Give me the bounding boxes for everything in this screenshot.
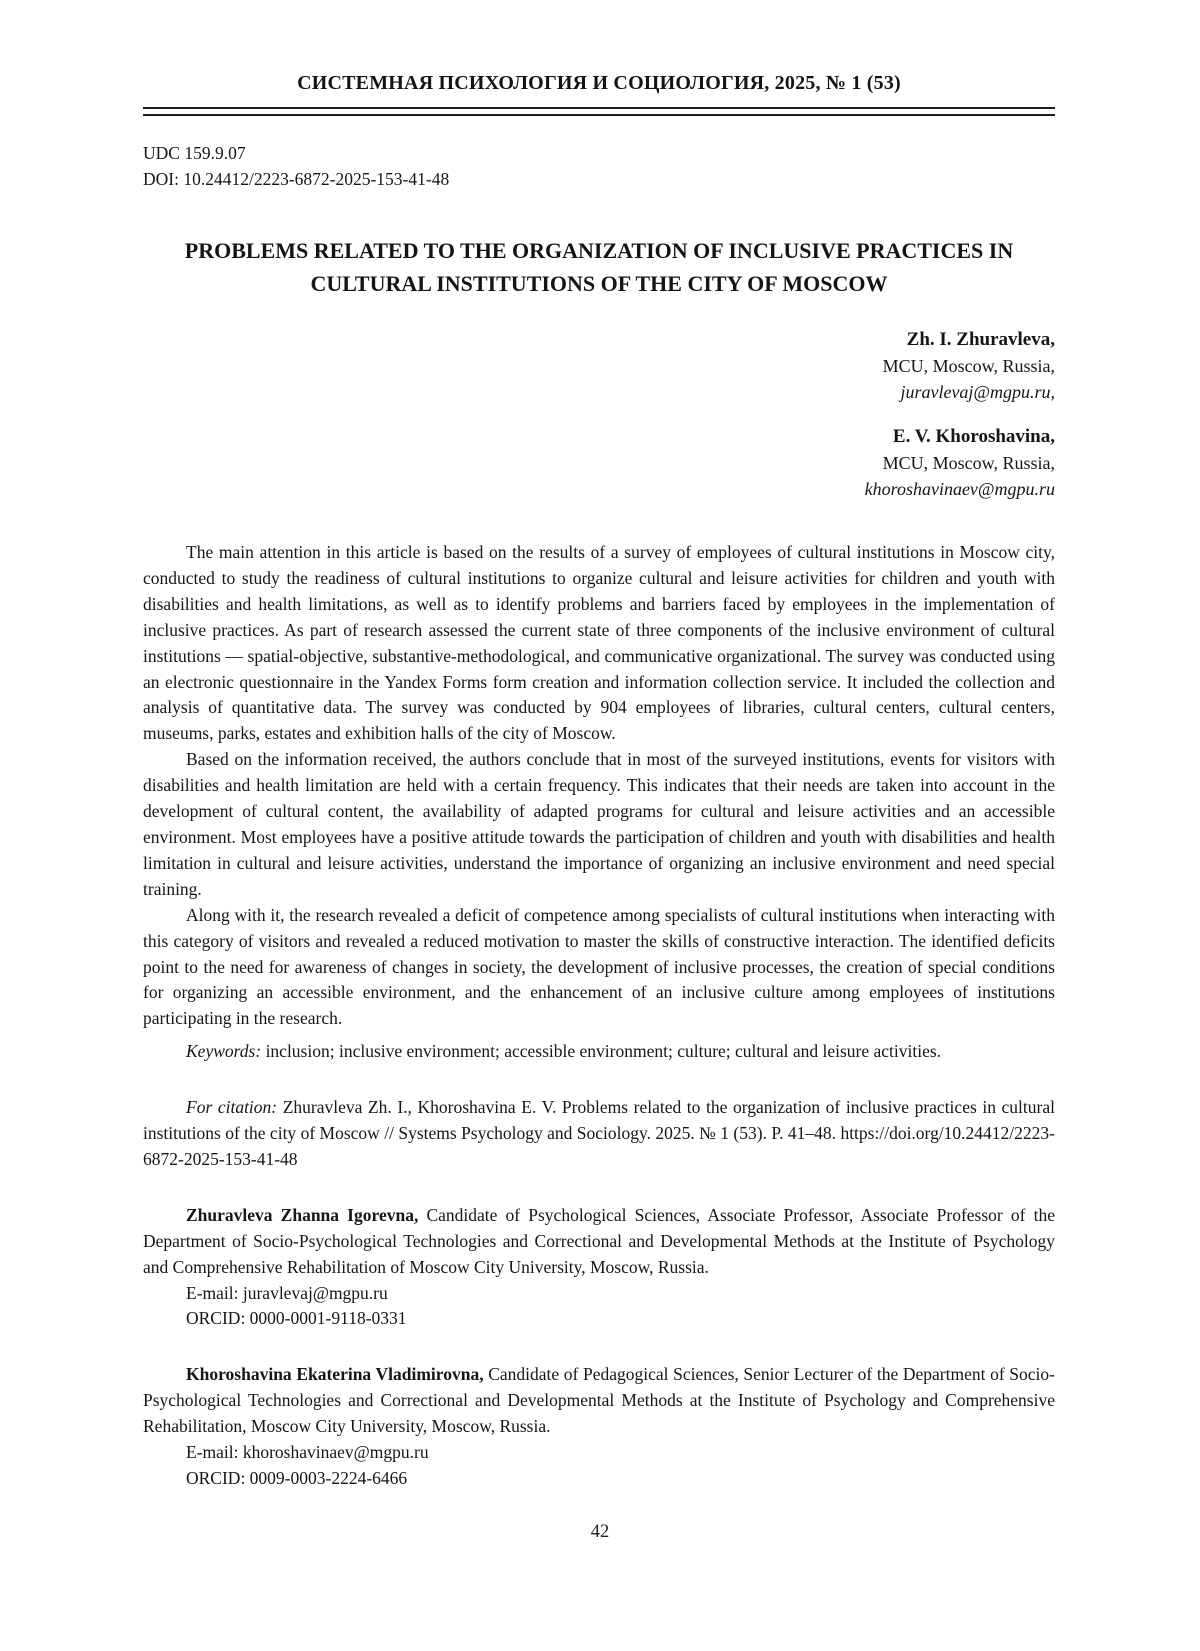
author-affiliation: MCU, Moscow, Russia, <box>882 453 1055 473</box>
bio-author-name: Khoroshavina Ekaterina Vladimirovna, <box>186 1364 484 1385</box>
author-name: E. V. Khoroshavina, <box>892 426 1055 447</box>
udc-line: UDC 159.9.07 <box>143 143 246 163</box>
author-bio-block <box>143 1203 1055 1333</box>
bio-email-line: E-mail: khoroshavinaev@mgpu.ru <box>186 1442 429 1463</box>
citation-text: Zhuravleva Zh. I., Khoroshavina E. V. Problems related to the organization of inclusive practices in cultural institutions of the city of Moscow // Systems Psychology and Sociology. 2025. № 1 (53). P. 41–48. https://doi.org/10.24412/2223-6872-2025-153-41-48 <box>143 1097 1055 1169</box>
author-affiliation: MCU, Moscow, Russia, <box>882 356 1055 376</box>
citation-label: For citation: <box>186 1097 278 1118</box>
abstract-paragraph: Along with it, the research revealed a deficit of competence among specialists of cultural institutions when interacting with this category of visitors and revealed a reduced motivation to master the skills of constructive interaction. The identified deficits point to the need for awareness of changes in society, the development of inclusive processes, the creation of special conditions for organizing an accessible environment, and the enhancement of an inclusive culture among employees of institutions participating in the research. <box>143 904 1055 1029</box>
keywords-paragraph <box>143 1039 1055 1065</box>
author-block <box>143 423 1055 502</box>
abstract-block <box>143 540 1055 1032</box>
bio-orcid-line: ORCID: 0000-0001-9118-0331 <box>186 1308 407 1329</box>
bio-paragraph <box>143 1362 1055 1440</box>
bio-text: Candidate of Psychological Sciences, Associate Professor, Associate Professor of the Department of Socio-Psychological Technologies and Correctional and Developmental Methods at the Institute of Psychology and Comprehensive Rehabilitation of Moscow City University, Moscow, Russia. <box>143 1204 1055 1277</box>
keywords-label: Keywords: <box>186 1041 262 1062</box>
header-double-rule <box>143 107 1055 116</box>
bio-orcid-line: ORCID: 0009-0003-2224-6466 <box>186 1468 408 1488</box>
author-email: juravlevaj@mgpu.ru, <box>900 382 1055 402</box>
journal-header: СИСТЕМНАЯ ПСИХОЛОГИЯ И СОЦИОЛОГИЯ, 2025, № 1 (53) <box>297 72 901 94</box>
page-number: 42 <box>590 1522 610 1542</box>
udc-doi-block <box>143 140 1055 192</box>
authors-block <box>143 326 1055 502</box>
page-content <box>143 0 1055 1492</box>
bio-author-name: Zhuravleva Zhanna Igorevna, <box>186 1204 419 1225</box>
author-email: khoroshavinaev@mgpu.ru <box>864 479 1055 499</box>
keywords-text: inclusion; inclusive environment; accessible environment; culture; cultural and leisure activities. <box>261 1041 942 1062</box>
author-bio-block <box>143 1362 1055 1492</box>
bio-text: Candidate of Pedagogical Sciences, Senior Lecturer of the Department of Socio-Psychological Technologies and Correctional and Developmental Methods at the Institute of Psychology and Comprehensive Rehabilitation, Moscow City University, Moscow, Russia. <box>143 1364 1055 1437</box>
abstract-paragraph: The main attention in this article is based on the results of a survey of employees of cultural institutions in Moscow city, conducted to study the readiness of cultural institutions to organize cultural and leisure activities for children and youth with disabilities and health limitations, as well as to identify problems and barriers faced by employees in the implementation of inclusive practices. As part of research assessed the current state of three components of the inclusive environment of cultural institutions — spatial-objective, substantive-methodological, and communicative organizational. The survey was conducted using an electronic questionnaire in the Yandex Forms form creation and information collection service. It included the collection and analysis of quantitative data. The survey was conducted by 904 employees of libraries, cultural centers, cultural centers, museums, parks, estates and exhibition halls of the city of Moscow. <box>143 542 1055 744</box>
abstract-paragraph: Based on the information received, the authors conclude that in most of the surveyed institutions, events for visitors with disabilities and health limitation are held with a certain frequency. This indicates that their needs are taken into account in the development of cultural content, the availability of adapted programs for cultural and leisure activities and an accessible environment. Most employees have a positive attitude towards the participation of children and youth with disabilities and health limitation in cultural and leisure activities, understand the importance of organizing an inclusive environment and need special training. <box>143 749 1055 899</box>
author-name: Zh. I. Zhuravleva, <box>906 329 1055 350</box>
bio-email-line: E-mail: juravlevaj@mgpu.ru <box>186 1282 388 1303</box>
citation-paragraph <box>143 1095 1055 1173</box>
bio-paragraph <box>143 1203 1055 1281</box>
doi-line: DOI: 10.24412/2223-6872-2025-153-41-48 <box>143 169 450 189</box>
article-title: PROBLEMS RELATED TO THE ORGANIZATION OF INCLUSIVE PRACTICES IN CULTURAL INSTITUTIONS OF THE CITY OF MOSCOW <box>184 238 1014 296</box>
author-block <box>143 326 1055 405</box>
